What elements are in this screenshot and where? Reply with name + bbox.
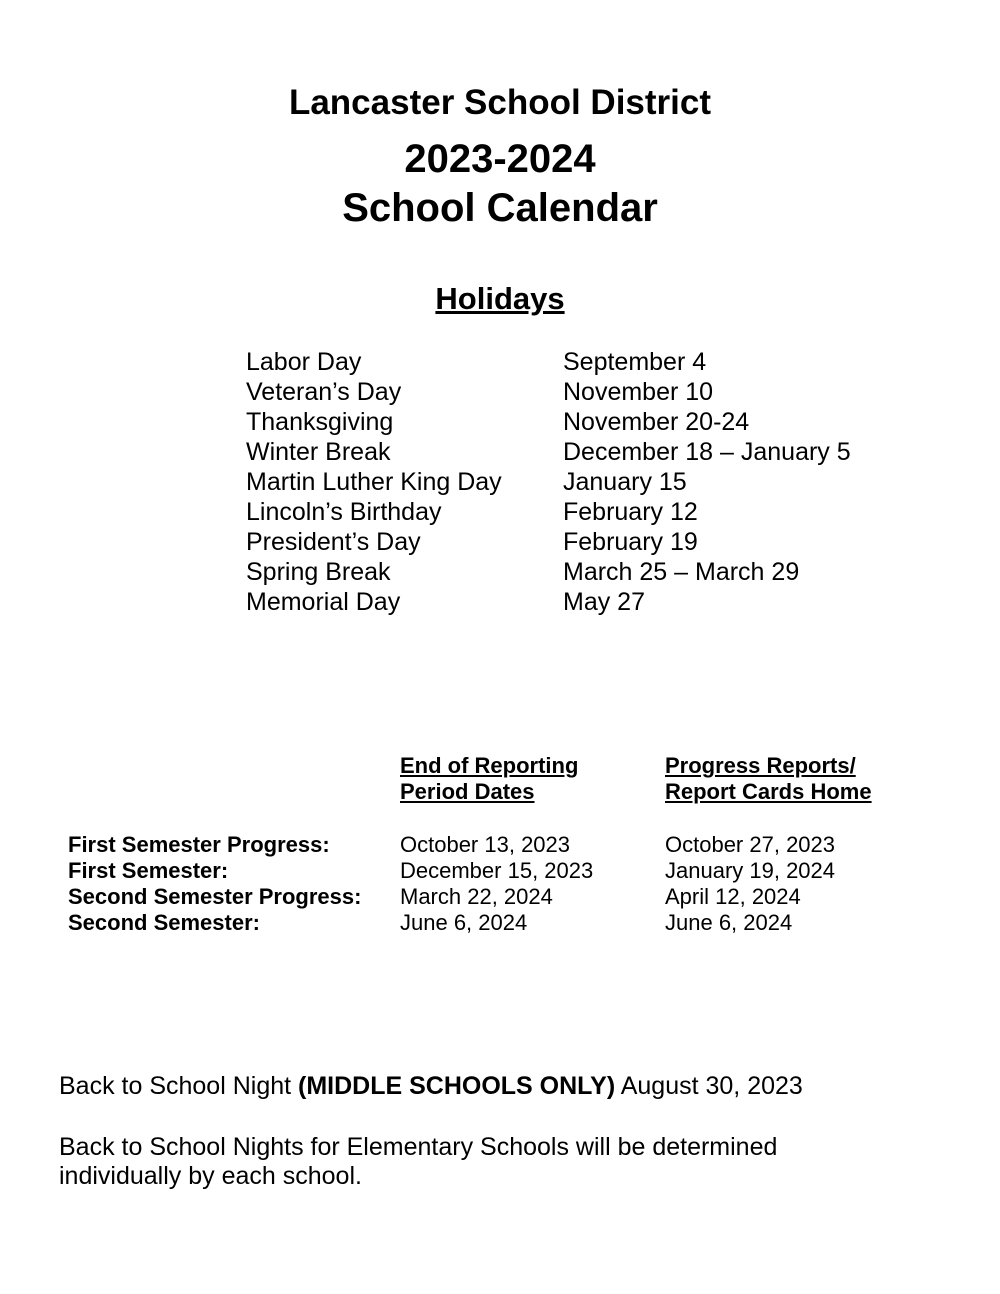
header-line: End of Reporting xyxy=(400,753,579,778)
header-line: Period Dates xyxy=(400,779,535,804)
end-date: December 15, 2023 xyxy=(400,858,594,883)
middle-schools-only: (MIDDLE SCHOOLS ONLY) xyxy=(298,1072,616,1100)
end-date: June 6, 2024 xyxy=(400,910,528,935)
holiday-name: President’s Day xyxy=(246,528,421,556)
holiday-row xyxy=(246,407,946,437)
holiday-date: January 15 xyxy=(563,468,687,496)
holiday-name: Spring Break xyxy=(246,558,391,586)
back-to-school-prefix: Back to School Night xyxy=(59,1072,299,1100)
end-date: March 22, 2024 xyxy=(400,884,553,909)
holidays-heading: Holidays xyxy=(435,281,565,316)
holiday-name: Lincoln’s Birthday xyxy=(246,498,442,526)
holiday-name: Martin Luther King Day xyxy=(246,468,502,496)
holiday-date: November 10 xyxy=(563,378,714,406)
holiday-date: November 20-24 xyxy=(563,408,750,436)
holiday-date: September 4 xyxy=(563,348,707,376)
holiday-name: Winter Break xyxy=(246,438,391,466)
table-row xyxy=(68,858,948,884)
holiday-row xyxy=(246,437,946,467)
holiday-date: February 19 xyxy=(563,528,698,556)
reporting-table xyxy=(68,832,948,936)
period-label: Second Semester Progress: xyxy=(68,884,362,909)
holiday-date: February 12 xyxy=(563,498,698,526)
header-line: Progress Reports/ xyxy=(665,753,856,778)
calendar-title: School Calendar xyxy=(342,186,658,230)
table-row xyxy=(68,910,948,936)
period-label: First Semester Progress: xyxy=(68,832,330,857)
holiday-date: March 25 – March 29 xyxy=(563,558,800,586)
home-date: October 27, 2023 xyxy=(665,832,836,857)
holiday-list xyxy=(246,347,946,617)
holiday-row xyxy=(246,467,946,497)
holiday-row xyxy=(246,527,946,557)
back-to-school-date: August 30, 2023 xyxy=(615,1072,803,1100)
holiday-name: Veteran’s Day xyxy=(246,378,402,406)
home-date: June 6, 2024 xyxy=(665,910,793,935)
home-date: January 19, 2024 xyxy=(665,858,836,883)
home-date: April 12, 2024 xyxy=(665,884,801,909)
end-date: October 13, 2023 xyxy=(400,832,571,857)
holiday-row xyxy=(246,377,946,407)
period-label: Second Semester: xyxy=(68,910,260,935)
table-row xyxy=(68,884,948,910)
back-to-school-note xyxy=(59,1071,803,1101)
period-label: First Semester: xyxy=(68,858,229,883)
elementary-note: Back to School Nights for Elementary Schools will be determined individually by each school. xyxy=(59,1133,778,1190)
holiday-date: May 27 xyxy=(563,588,645,616)
header-line: Report Cards Home xyxy=(665,779,872,804)
holiday-row xyxy=(246,497,946,527)
district-name: Lancaster School District xyxy=(288,83,712,122)
holiday-row xyxy=(246,347,946,377)
holiday-row xyxy=(246,587,946,617)
holiday-name: Thanksgiving xyxy=(246,408,394,436)
holiday-date: December 18 – January 5 xyxy=(563,438,851,466)
school-year: 2023-2024 xyxy=(404,137,596,181)
table-row xyxy=(68,832,948,858)
holiday-row xyxy=(246,557,946,587)
holiday-name: Labor Day xyxy=(246,348,362,376)
end-of-reporting-header xyxy=(400,753,578,805)
holiday-name: Memorial Day xyxy=(246,588,401,616)
progress-reports-header xyxy=(665,753,872,805)
